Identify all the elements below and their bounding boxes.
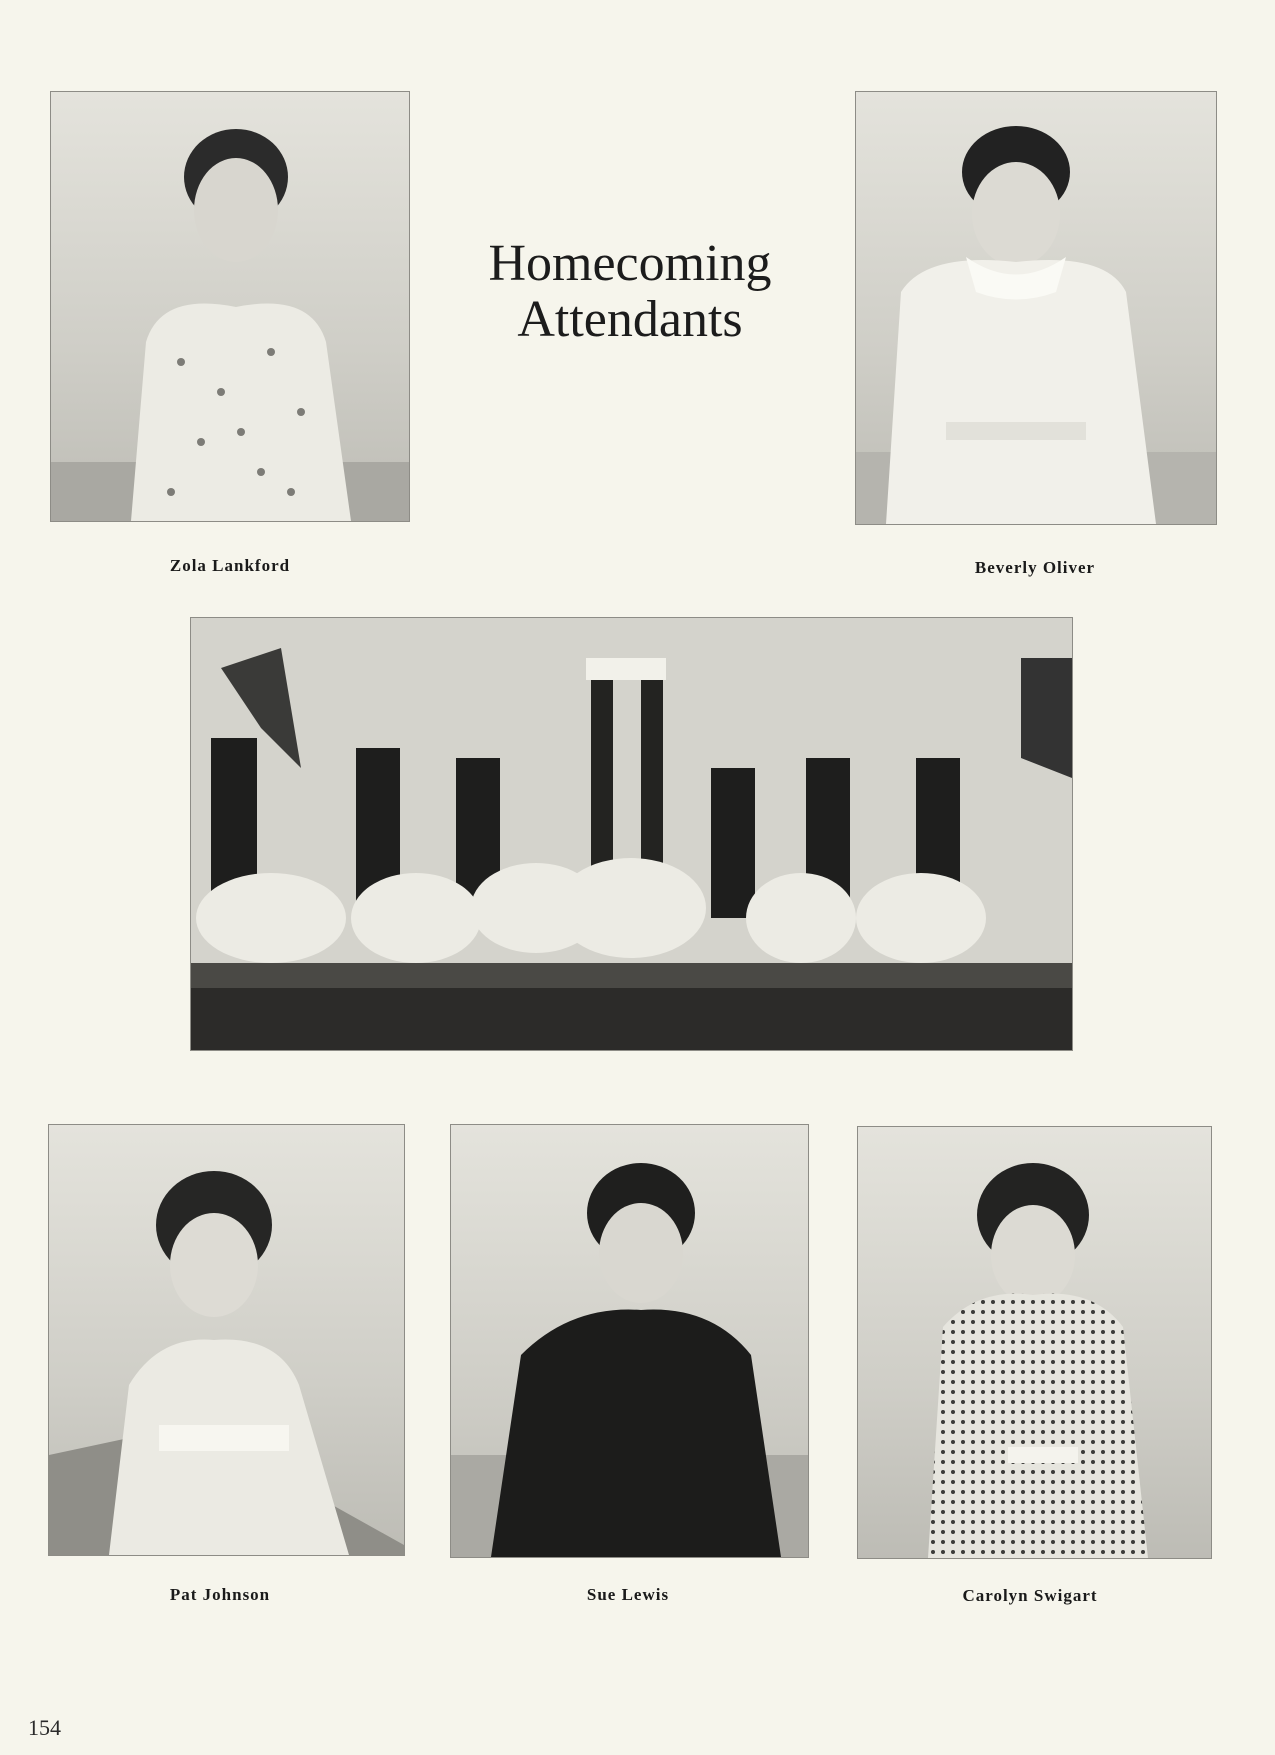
caption-carolyn-swigart: Carolyn Swigart [962,1586,1098,1605]
portrait-figure [858,1127,1211,1558]
portrait-photo-pat-johnson [48,1124,405,1556]
portrait-figure [51,92,409,521]
stage-scene [191,618,1072,1050]
page-title [440,236,820,348]
page-number: 154 [28,1715,61,1740]
portrait-figure [451,1125,808,1557]
portrait-photo-beverly-oliver [855,91,1217,525]
group-stage-photo [190,617,1073,1051]
portrait-figure [49,1125,404,1555]
portrait-figure [856,92,1216,524]
caption-pat-johnson: Pat Johnson [169,1585,271,1604]
caption-sue-lewis: Sue Lewis [586,1585,670,1604]
caption-beverly-oliver: Beverly Oliver [974,558,1096,577]
title-line-2: Attendants [517,291,743,348]
title-line-1: Homecoming [488,235,772,292]
portrait-photo-zola-lankford [50,91,410,522]
portrait-photo-sue-lewis [450,1124,809,1558]
caption-zola-lankford: Zola Lankford [169,556,291,575]
portrait-photo-carolyn-swigart [857,1126,1212,1559]
